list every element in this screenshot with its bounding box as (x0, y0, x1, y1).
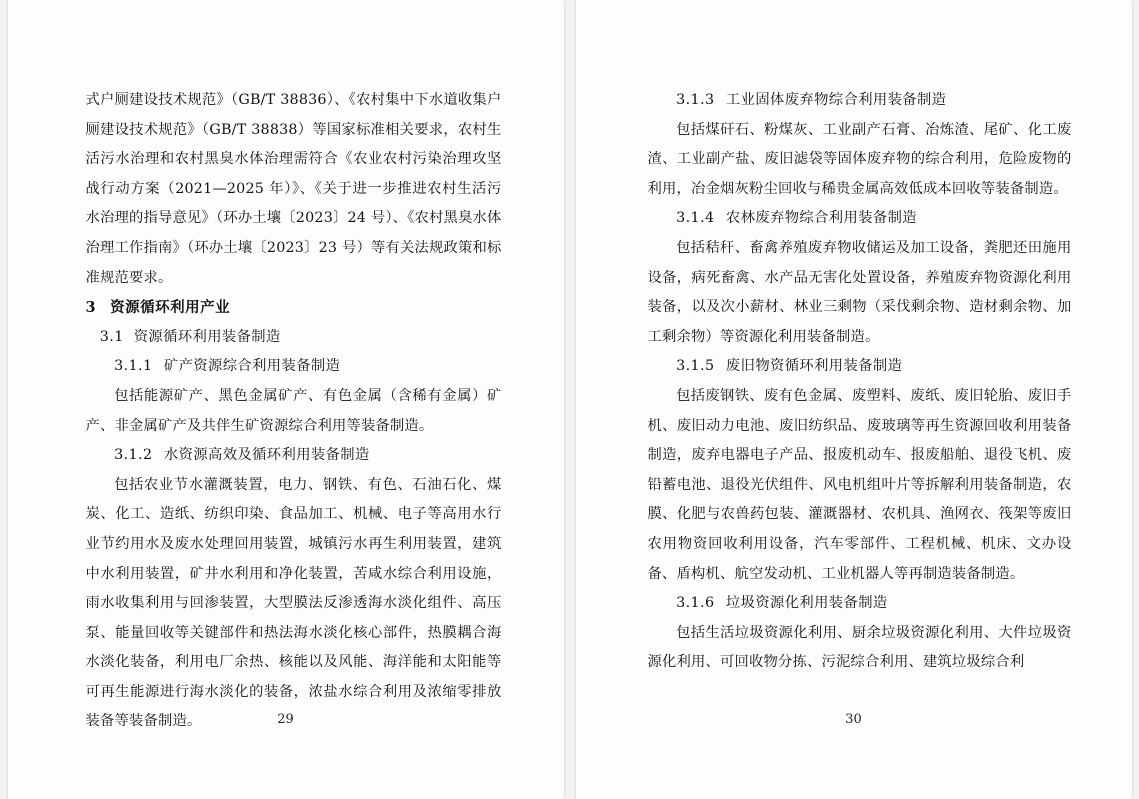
section-heading-level3 (648, 204, 1072, 234)
section-heading-level2 (86, 323, 502, 353)
page-content-right (648, 86, 1072, 729)
section-heading-level3 (648, 589, 1072, 619)
section-title: 资源循环利用产业 (110, 299, 231, 317)
section-heading-level3 (648, 86, 1072, 116)
page-content-left (86, 86, 502, 729)
section-number: 3.1.4 (676, 210, 715, 227)
paragraph: 包括废钢铁、废有色金属、废塑料、废纸、废旧轮胎、废旧手机、废旧动力电池、废旧纺织品、废玻璃等再生资源回收利用装备制造，废弃电器电子产品、报废机动车、报废船舶、退役飞机、废铅蓄电池、退役光伏组件、风电机组叶片等拆解利用装备制造，农膜、化肥与农兽药包装、灌溉器材、农机具、渔网衣、筏架等废旧农用物资回收利用设备，汽车零部件、工程机械、机床、文办设备、盾构机、航空发动机、工业机器人等再制造装备制造。 (647, 387, 1072, 582)
section-number: 3.1.3 (676, 92, 715, 108)
paragraph: 包括生活垃圾资源化利用、厨余垃圾资源化利用、大件垃圾资源化利用、可回收物分拣、污泥综合利用、建筑垃圾综合利 (647, 624, 1072, 671)
section-heading-level1 (86, 293, 502, 323)
section-number: 3.1.6 (676, 595, 715, 612)
section-title: 资源循环利用装备制造 (133, 328, 281, 345)
paragraph: 包括秸秆、畜禽养殖废弃物收储运及加工设备，粪肥还田施用设备，病死畜禽、水产品无害化处置设备，养殖废弃物资源化利用装备，以及次小薪材、林业三剩物（采伐剩余物、造材剩余物、加工剩余物）等资源化利用装备制造。 (647, 239, 1072, 345)
section-number: 3.1.5 (676, 358, 715, 375)
section-heading-level3 (86, 352, 502, 382)
paragraph: 包括煤矸石、粉煤灰、工业副产石膏、冶炼渣、尾矿、化工废渣、工业副产盐、废旧滤袋等固体废弃物的综合利用，危险废物的利用，冶金烟灰粉尘回收与稀贵金属高效低成本回收等装备制造。 (647, 121, 1072, 197)
document-page-left (8, 0, 564, 799)
section-heading-level3 (648, 352, 1072, 382)
section-title: 农林废弃物综合利用装备制造 (725, 210, 917, 227)
page-number: 30 (845, 712, 862, 727)
paragraph: 包括农业节水灌溉装置，电力、钢铁、有色、石油石化、煤炭、化工、造纸、纺织印染、食品加工、机械、电子等高用水行业节约用水及废水处理回用装置，城镇污水再生利用装置，建筑中水利用装置，矿井水利用和净化装置，苦咸水综合利用设施，雨水收集利用与回渗装置，大型膜法反渗透海水淡化组件、高压泵、能量回收等关键部件和热法海水淡化核心部件，热膜耦合海水淡化装备，利用电厂余热、核能以及风能、海洋能和太阳能等可再生能源进行海水淡化的装备，浓盐水综合利用及浓缩零排放装备等装备制造。 (85, 476, 502, 730)
section-title: 水资源高效及循环利用装备制造 (163, 447, 370, 464)
section-title: 废旧物资循环利用装备制造 (725, 358, 903, 375)
section-heading-level3 (86, 441, 502, 471)
section-number: 3.1.1 (114, 358, 153, 375)
section-title: 矿产资源综合利用装备制造 (163, 358, 341, 375)
page-number: 29 (277, 712, 294, 727)
paragraph: 式户厕建设技术规范》（GB/T 38836）、《农村集中下水道收集户厕建设技术规范》（GB/T 38838）等国家标准相关要求，农村生活污水治理和农村黑臭水体治理需符合《农业农村污染治理攻坚战行动方案（2021—2025 年）》、《关于进一步推进农村生活污水治理的指导意见》（环办土壤〔2023〕24 号）、《农村黑臭水体治理工作指南》（环办土壤〔2023〕23 号）等有关法规政策和标准规范要求。 (85, 92, 502, 286)
section-title: 垃圾资源化利用装备制造 (725, 595, 888, 612)
section-number: 3.1.2 (114, 447, 153, 464)
section-title: 工业固体废弃物综合利用装备制造 (725, 92, 947, 108)
section-number: 3 (85, 299, 97, 317)
paragraph: 包括能源矿产、黑色金属矿产、有色金属（含稀有金属）矿产、非金属矿产及共伴生矿资源综合利用等装备制造。 (85, 387, 502, 434)
section-number: 3.1 (99, 328, 124, 345)
document-page-right (576, 0, 1132, 799)
